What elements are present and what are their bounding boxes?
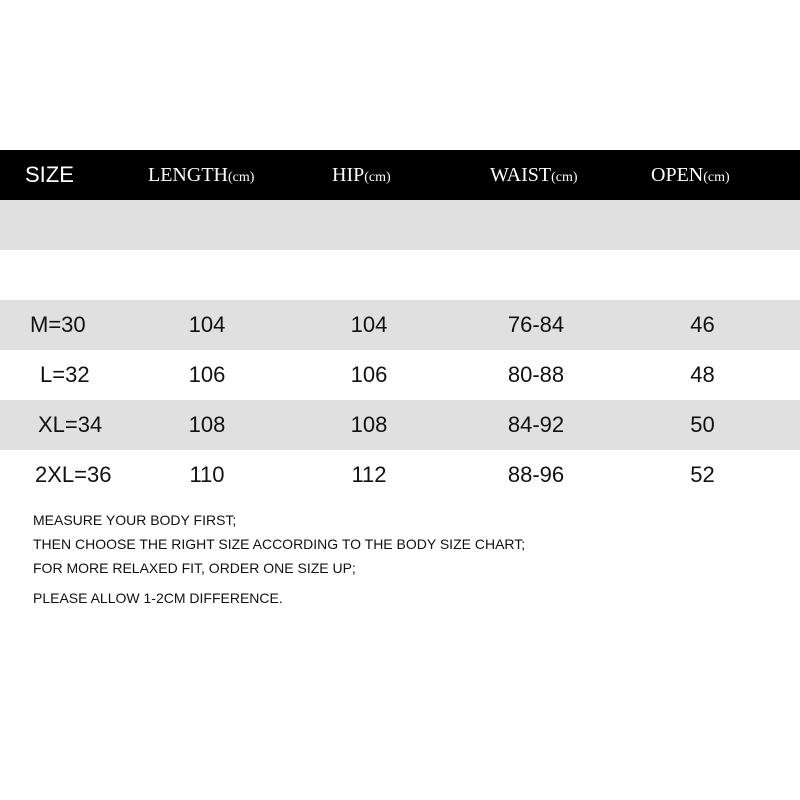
- header-size: SIZE: [25, 162, 74, 187]
- header-hip: [332, 150, 391, 200]
- cell-waist: 80-88: [507, 362, 565, 387]
- cell-length: 108: [188, 412, 226, 437]
- blank-gray-band: [0, 200, 800, 250]
- cell-size: M=30: [30, 312, 86, 337]
- cell-length: 110: [189, 462, 225, 487]
- cell-hip: 108: [350, 412, 388, 437]
- header-length: [148, 150, 254, 200]
- cell-waist: 84-92: [507, 412, 565, 437]
- header-open: [651, 150, 730, 200]
- cell-size: L=32: [40, 362, 90, 387]
- size-notes: [33, 508, 773, 610]
- table-row: [0, 300, 800, 350]
- note-difference: PLEASE ALLOW 1-2CM DIFFERENCE.: [33, 590, 283, 606]
- header-open-unit: (cm): [703, 170, 730, 185]
- note-choose-size: THEN CHOOSE THE RIGHT SIZE ACCORDING TO THE BODY SIZE CHART;: [33, 536, 526, 552]
- table-row: [0, 350, 800, 400]
- cell-open: 46: [690, 312, 715, 337]
- cell-length: 104: [188, 312, 226, 337]
- header-length-label: LENGTH: [148, 164, 228, 186]
- cell-hip: 104: [350, 312, 388, 337]
- cell-hip: 112: [351, 462, 387, 487]
- table-row: [0, 400, 800, 450]
- cell-length: 106: [188, 362, 226, 387]
- table-row: [0, 450, 800, 500]
- size-table-header: [0, 150, 800, 200]
- header-hip-unit: (cm): [364, 170, 391, 185]
- header-hip-label: HIP: [332, 164, 365, 186]
- cell-hip: 106: [350, 362, 388, 387]
- cell-waist: 88-96: [507, 462, 565, 487]
- header-open-label: OPEN: [651, 164, 704, 186]
- header-length-unit: (cm): [227, 170, 255, 185]
- cell-open: 48: [690, 362, 715, 387]
- cell-size: XL=34: [38, 412, 103, 437]
- cell-waist: 76-84: [507, 312, 565, 337]
- note-measure: MEASURE YOUR BODY FIRST;: [33, 512, 237, 528]
- cell-open: 50: [690, 412, 715, 437]
- cell-size: 2XL=36: [35, 462, 112, 487]
- header-waist-label: WAIST: [490, 164, 552, 186]
- note-relaxed-fit: FOR MORE RELAXED FIT, ORDER ONE SIZE UP;: [33, 560, 356, 576]
- cell-open: 52: [690, 462, 715, 487]
- header-waist-unit: (cm): [551, 170, 578, 185]
- header-waist: [490, 150, 578, 200]
